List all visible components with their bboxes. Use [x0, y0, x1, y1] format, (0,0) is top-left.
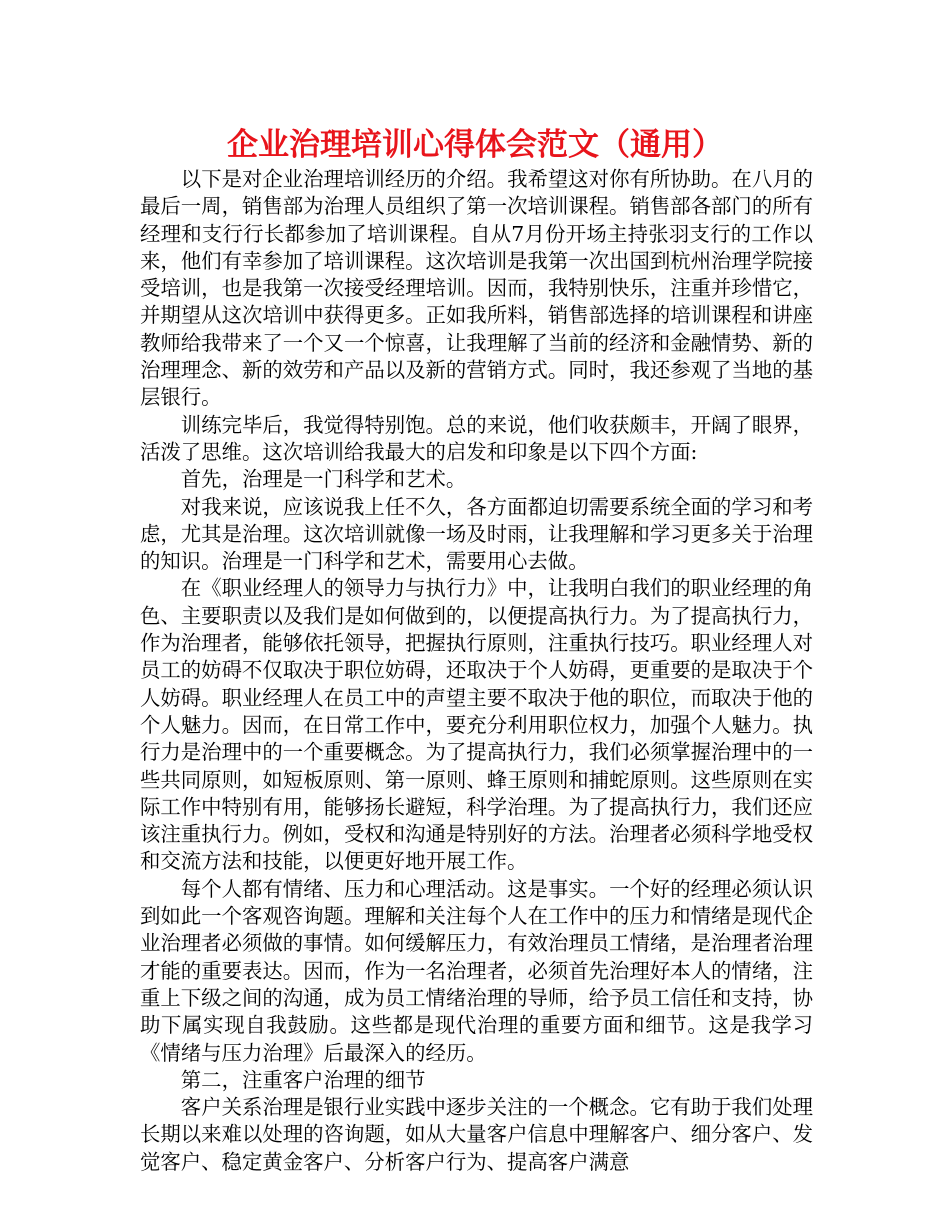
heading-second-point: 第二，注重客户治理的细节: [180, 1067, 426, 1092]
document-body: [140, 166, 813, 1176]
document-title: 企业治理培训心得体会范文（通用）: [227, 127, 723, 163]
paragraph-emotion: 每个人都有情绪、压力和心理活动。这是事实。一个好的经理必须认识到如此一个客观咨询题。理解和关注每个人在工作中的压力和情绪是现代企业治理者必须做的事情。如何缓解压力，有效治理员工情绪，是治理者治理才能的重要表达。因而，作为一名治理者，必须首先治理好本人的情绪，注重上下级之间的沟通，成为员工情绪治理的导师，给予员工信任和支持，协助下属实现自我鼓励。这些都是现代治理的重要方面和细节。这是我学习《情绪与压力治理》后最深入的经历。: [140, 876, 813, 1065]
paragraph-summary: 训练完毕后，我觉得特别饱。总的来说，他们收获颇丰，开阔了眼界，活泼了思维。这次培训给我最大的启发和印象是以下四个方面:: [140, 412, 813, 464]
paragraph-intro: 以下是对企业治理培训经历的介绍。我希望这对你有所协助。在八月的最后一周，销售部为治理人员组织了第一次培训课程。销售部各部门的所有经理和支行行长都参加了培训课程。自从7月份开场主持张羽支行的工作以来，他们有幸参加了培训课程。这次培训是我第一次出国到杭州治理学院接受培训，也是我第一次接受经理培训。因而，我特别快乐，注重并珍惜它，并期望从这次培训中获得更多。正如我所料，销售部选择的培训课程和讲座教师给我带来了一个又一个惊喜，让我理解了当前的经济和金融情势、新的治理理念、新的效劳和产品以及新的营销方式。同时，我还参观了当地的基层银行。: [140, 167, 813, 410]
paragraph-execution: 在《职业经理人的领导力与执行力》中，让我明白我们的职业经理的角色、主要职责以及我们是如何做到的，以便提高执行力。为了提高执行力，作为治理者，能够依托领导，把握执行原则，注重执行技巧。职业经理人对员工的妨碍不仅取决于职位妨碍，还取决于个人妨碍，更重要的是取决于个人妨碍。职业经理人在员工中的声望主要不取决于他的职位，而取决于他的个人魅力。因而，在日常工作中，要充分利用职位权力，加强个人魅力。执行力是治理中的一个重要概念。为了提高执行力，我们必须掌握治理中的一些共同原则，如短板原则、第一原则、蜂王原则和捕蛇原则。这些原则在实际工作中特别有用，能够扬长避短，科学治理。为了提高执行力，我们还应该注重执行力。例如，受权和沟通是特别好的方法。治理者必须科学地受权和交流方法和技能，以便更好地开展工作。: [140, 576, 813, 874]
paragraph-management-study: 对我来说，应该说我上任不久，各方面都迫切需要系统全面的学习和考虑，尤其是治理。这次培训就像一场及时雨，让我理解和学习更多关于治理的知识。治理是一门科学和艺术，需要用心去做。: [140, 494, 813, 574]
paragraph-customer: 客户关系治理是银行业实践中逐步关注的一个概念。它有助于我们处理长期以来难以处理的咨询题，如从大量客户信息中理解客户、细分客户、发觉客户、稳定黄金客户、分析客户行为、提高客户满意: [140, 1095, 813, 1174]
heading-first-point: 首先，治理是一门科学和艺术。: [180, 467, 467, 492]
